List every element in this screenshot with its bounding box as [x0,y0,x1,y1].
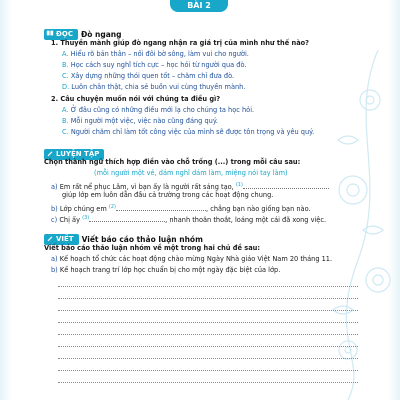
item-text: Lớp chúng em [59,205,107,214]
writing-line[interactable] [58,334,358,335]
reading-tag-label: ĐỌC [56,30,73,38]
item-letter: c) [51,216,58,225]
item-text: Chị ấy [59,216,80,225]
question-1 [51,39,309,48]
option-text: Luôn chân thật, chia sẻ buồn vui cùng thuyền mành. [71,83,246,91]
item-text-after: , nhanh thoăn thoắt, loáng một cái đã xong việc. [165,216,327,225]
blank-number: (3) [82,215,90,221]
practice-instruction: Chọn thành ngữ thích hợp điền vào chỗ trống (...) trong mỗi câu sau: [44,158,301,166]
writing-title: Viết báo cáo thảo luận nhóm [81,235,203,244]
option-letter: A. [62,50,69,58]
fill-blank-1[interactable] [243,182,329,189]
writing-instruction: Viết báo cáo thảo luận nhóm về một trong hai chủ đề sau: [44,244,260,252]
option-text: Mỗi người một việc, việc nào cũng đáng quý. [70,117,218,125]
blank-number: (1) [235,182,243,188]
writing-line[interactable] [58,370,358,371]
option-letter: D. [62,83,70,91]
pencil-icon [46,149,54,157]
question-1-number: 1. [51,39,59,47]
item-letter: a) [51,183,58,192]
lesson-badge: BÀI 2 [170,0,228,12]
item-text-after: , chẳng bạn nào giống bạn nào. [206,205,311,214]
idiom-choices: (mỗi người một vẻ, dám nghĩ dám làm, miệng nói tay làm) [94,169,288,177]
q2-option-c[interactable] [62,128,314,137]
practice-section-header [44,144,104,158]
item-text: Em rất nể phục Lâm, vì bạn ấy là người rất sáng tạo, [59,183,234,192]
option-text: Xây dựng những thói quen tốt – chăm chỉ đưa đò. [70,72,235,80]
option-text: Học cách suy nghĩ tích cực – học hỏi từ người qua đò. [70,61,247,69]
option-text: Ở đâu cũng có những điều mới lạ cho chúng ta học hỏi. [70,106,255,114]
item-letter: b) [51,205,58,214]
question-1-text: Thuyền mành giúp đò ngang nhận ra giá trị của mình như thế nào? [60,39,310,47]
q1-option-a[interactable] [62,50,249,59]
q1-option-b[interactable] [62,61,246,70]
book-icon [46,29,54,37]
practice-item-c [51,214,326,225]
writing-topic-a [51,255,332,264]
q1-option-d[interactable] [62,83,245,92]
fill-blank-2[interactable] [116,204,206,211]
practice-tag-label: LUYỆN TẬP [56,150,100,158]
topic-letter: a) [51,255,58,263]
topic-text: Kế hoạch tổ chức các hoạt động chào mừng Ngày Nhà giáo Việt Nam 20 tháng 11. [59,255,333,263]
writing-line[interactable] [58,286,358,287]
option-letter: B. [62,61,69,69]
practice-item-b [51,203,311,214]
writing-section-header [44,229,203,244]
topic-text: Kế hoạch trang trí lớp học chuẩn bị cho một ngày đặc biệt của lớp. [59,266,281,274]
q2-option-a[interactable] [62,106,254,115]
reading-section-header [44,24,122,39]
option-letter: C. [62,72,69,80]
question-2-text: Câu chuyện muốn nói với chúng ta điều gì? [60,95,221,103]
writing-line[interactable] [58,298,358,299]
blank-number: (2) [108,204,116,210]
reading-title: Đò ngang [80,30,122,39]
option-letter: B. [62,117,69,125]
option-letter: A. [62,106,69,114]
fill-blank-3[interactable] [89,215,165,222]
writing-line[interactable] [58,322,358,323]
writing-topic-b [51,266,280,275]
q1-option-c[interactable] [62,72,234,81]
writing-line[interactable] [58,382,358,383]
option-text: Hiểu rõ bản thân – nối đôi bờ sông, làm vui cho người. [70,50,249,58]
question-2-number: 2. [51,95,59,103]
topic-letter: b) [51,266,58,274]
writing-line[interactable] [58,310,358,311]
question-2 [51,95,220,104]
practice-item-a-continued: giúp lớp em luôn dẫn đầu cả trường trong các hoạt động chung. [62,191,274,199]
q2-option-b[interactable] [62,117,218,126]
pen-icon [46,234,54,242]
option-letter: C. [62,128,69,136]
writing-line[interactable] [58,358,358,359]
writing-tag-label: VIẾT [56,235,74,243]
option-text: Người chăm chỉ làm tốt công việc của mình sẽ được tôn trọng và yêu quý. [70,128,315,136]
writing-line[interactable] [58,346,358,347]
